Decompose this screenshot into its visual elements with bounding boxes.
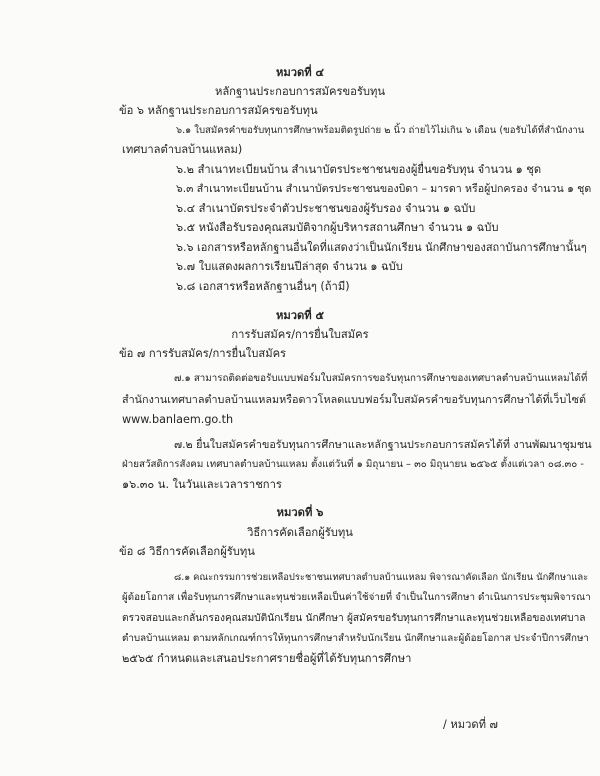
section-5-heading: หมวดที่ ๕	[275, 309, 325, 322]
item-8-1-line-1: ๘.๑ คณะกรรมการช่วยเหลือประชาชนเทศบาลตำบลบ้านแหลม พิจารณาคัดเลือก นักเรียน นักศึกษาและ	[174, 572, 589, 583]
item-6-5: ๖.๕ หนังสือรับรองคุณสมบัติจากผู้บริหารสถานศึกษา จำนวน ๑ ฉบับ	[176, 221, 499, 234]
item-6-1-line-2: เทศบาลตำบลบ้านแหลม)	[122, 143, 243, 156]
item-6-3: ๖.๓ สำเนาทะเบียนบ้าน สำเนาบัตรประชาชนของบิดา – มารดา หรือผู้ปกครอง จำนวน ๑ ชุด	[176, 183, 592, 195]
item-7-2-line-3: ๑๖.๓๐ น. ในวันและเวลาราชการ	[122, 478, 282, 491]
section-4-title: หลักฐานประกอบการสมัครขอรับทุน	[214, 85, 386, 98]
section-6-title: วิธีการคัดเลือกผู้รับทุน	[247, 526, 353, 539]
item-6-8: ๖.๘ เอกสารหรือหลักฐานอื่นๆ (ถ้ามี)	[176, 280, 350, 293]
item-8-1-line-5: ๒๕๖๕ กำหนดและเสนอประกาศรายชื่อผู้ที่ได้รับทุนการศึกษา	[122, 652, 412, 665]
section-6-heading: หมวดที่ ๖	[276, 506, 324, 519]
clause-6-heading: ข้อ ๖ หลักฐานประกอบการสมัครขอรับทุน	[119, 104, 318, 117]
item-6-7: ๖.๗ ใบแสดงผลการเรียนปีล่าสุด จำนวน ๑ ฉบับ	[176, 260, 403, 273]
item-8-1-line-4: ตำบลบ้านแหลม ตามหลักเกณฑ์การให้ทุนการศึกษาสำหรับนักเรียน นักศึกษาและผู้ด้อยโอกาส ประจำปีการศึกษา	[122, 633, 589, 644]
item-6-6: ๖.๖ เอกสารหรือหลักฐานอื่นใดที่แสดงว่าเป็นนักเรียน นักศึกษาของสถาบันการศึกษานั้นๆ	[176, 241, 587, 254]
clause-8-heading: ข้อ ๘ วิธีการคัดเลือกผู้รับทุน	[119, 545, 255, 558]
item-7-1-line-2: สำนักงานเทศบาลตำบลบ้านแหลมหรือดาวโหลดแบบฟอร์มใบสมัครคำขอรับทุนการศึกษาได้ที่เว็บไซต์	[122, 393, 586, 406]
section-4-heading: หมวดที่ ๔	[275, 66, 325, 79]
item-6-2: ๖.๒ สำเนาทะเบียนบ้าน สำเนาบัตรประชาชนของผู้ยื่นขอรับทุน จำนวน ๑ ชุด	[176, 163, 542, 176]
section-5-title: การรับสมัคร/การยื่นใบสมัคร	[231, 328, 369, 341]
item-8-1-line-2: ผู้ด้อยโอกาส เพื่อรับทุนการศึกษาและทุนช่วยเหลือเป็นค่าใช้จ่ายที่ จำเป็นในการศึกษา ดำเนินการประชุมพิจารณา	[122, 592, 591, 603]
item-7-2-line-1: ๗.๒ ยื่นใบสมัครคำขอรับทุนการศึกษาและหลักฐานประกอบการสมัครได้ที่ งานพัฒนาชุมชน	[174, 438, 592, 451]
clause-7-heading: ข้อ ๗ การรับสมัคร/การยื่นใบสมัคร	[119, 347, 287, 360]
item-7-1-line-1: ๗.๑ สามารถติดต่อขอรับแบบฟอร์มใบสมัครการขอรับทุนการศึกษาของเทศบาลตำบลบ้านแหลมได้ที่	[174, 373, 588, 384]
website-url: www.banlaem.go.th	[122, 413, 234, 426]
item-6-1-line-1: ๖.๑ ใบสมัครคำขอรับทุนการศึกษาพร้อมติดรูปถ่าย ๒ นิ้ว ถ่ายไว้ไม่เกิน ๖ เดือน (ขอรับได้ที่สำนักงาน	[176, 125, 585, 136]
item-7-2-line-2: ฝ่ายสวัสดิการสังคม เทศบาลตำบลบ้านแหลม ตั้งแต่วันที่ ๑ มิถุนายน – ๓๐ มิถุนายน ๒๕๖๕ ตั้งแต่เวลา ๐๘.๓๐ -	[122, 459, 584, 470]
next-page-indicator: / หมวดที่ ๗	[443, 718, 498, 731]
item-8-1-line-3: ตรวจสอบและกลั่นกรองคุณสมบัตินักเรียน นักศึกษา ผู้สมัครขอรับทุนการศึกษาและทุนช่วยเหลือของเทศบาล	[122, 613, 586, 624]
item-6-4: ๖.๔ สำเนาบัตรประจำตัวประชาชนของผู้รับรอง จำนวน ๑ ฉบับ	[176, 202, 476, 215]
